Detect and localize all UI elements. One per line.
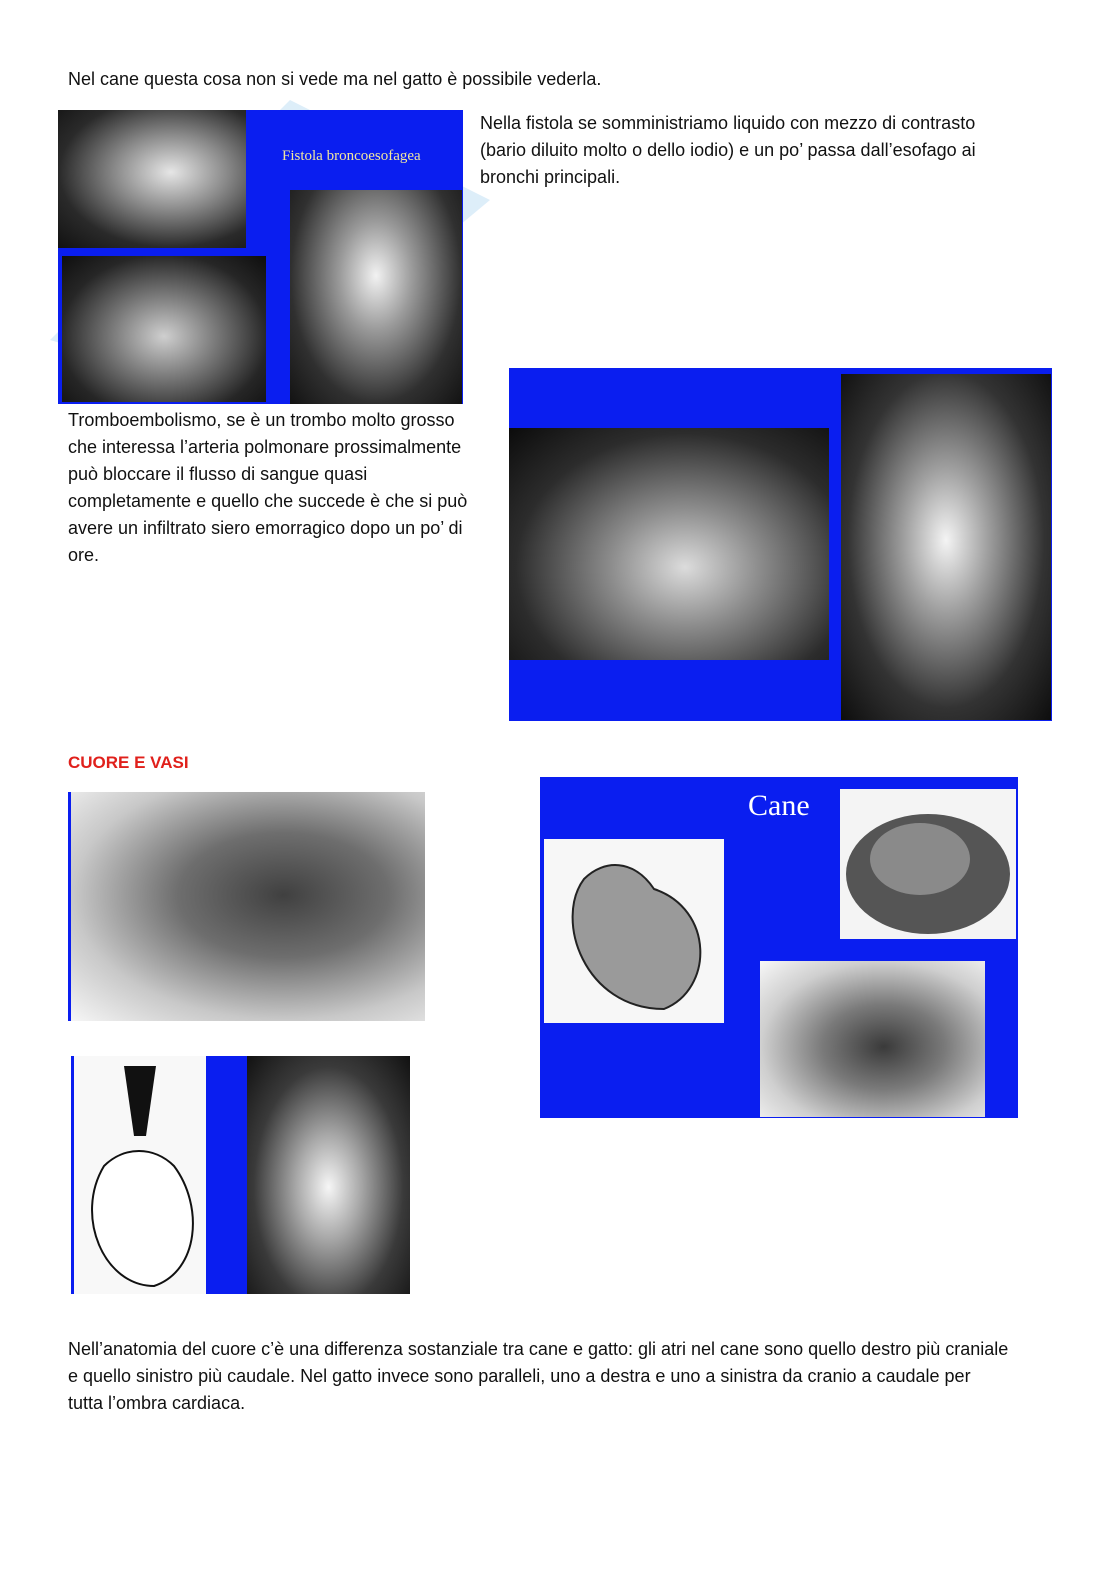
tromboembolismo-slide-figure	[509, 368, 1052, 721]
xray-lateral	[509, 428, 829, 660]
text-line: Nella fistola se somministriamo liquido con mezzo di contrasto	[480, 113, 976, 133]
cane-slide-figure	[540, 777, 1018, 1118]
text-line: (bario diluito molto o dello iodio) e un po’ passa dall’esofago ai	[480, 140, 976, 160]
text-line: completamente e quello che succede è che si può	[68, 491, 468, 511]
intro-sentence: Nel cane questa cosa non si vede ma nel gatto è possibile vederla.	[68, 69, 602, 89]
xray-lateral-bottom	[62, 256, 266, 402]
text-line: Nell’anatomia del cuore c’è una differenza sostanziale tra cane e gatto: gli atri nel cane sono quello destro più craniale	[68, 1339, 1009, 1359]
xray-ventrodorsal	[290, 190, 462, 404]
text-line: può bloccare il flusso di sangue quasi	[68, 464, 368, 484]
text-line: ore.	[68, 545, 100, 565]
text-line: tutta l’ombra cardiaca.	[68, 1393, 246, 1413]
xray-lateral-top	[58, 110, 246, 248]
cuore-vd-xray	[247, 1056, 410, 1294]
section-heading: CUORE E VASI	[68, 753, 189, 772]
text-line: Tromboembolismo, se è un trombo molto grosso	[68, 410, 455, 430]
cuore-vd-figure	[71, 1056, 410, 1294]
cane-lateral-xray	[760, 961, 985, 1117]
heart-illustration-top	[840, 789, 1016, 939]
heart-vessels-illustration	[74, 1056, 206, 1294]
heart-vessels-icon	[74, 1056, 206, 1294]
fistola-label: Fistola broncoesofagea	[282, 148, 421, 164]
heart-drawing-icon	[544, 839, 724, 1023]
heart-drawing-icon	[840, 789, 1016, 939]
text-line: e quello sinistro più caudale. Nel gatto invece sono paralleli, uno a destra e uno a sinistra da cranio a caudale per	[68, 1366, 971, 1386]
text-line: avere un infiltrato siero emorragico dopo un po’ di	[68, 518, 463, 538]
text-line: bronchi principali.	[480, 167, 621, 187]
xray-dorsoventral	[841, 374, 1051, 720]
fistola-slide-figure	[58, 110, 463, 404]
text-line: che interessa l’arteria polmonare prossimalmente	[68, 437, 462, 457]
cuore-lateral-xray	[68, 792, 425, 1021]
heart-illustration-left	[544, 839, 724, 1023]
cane-label: Cane	[748, 789, 810, 822]
